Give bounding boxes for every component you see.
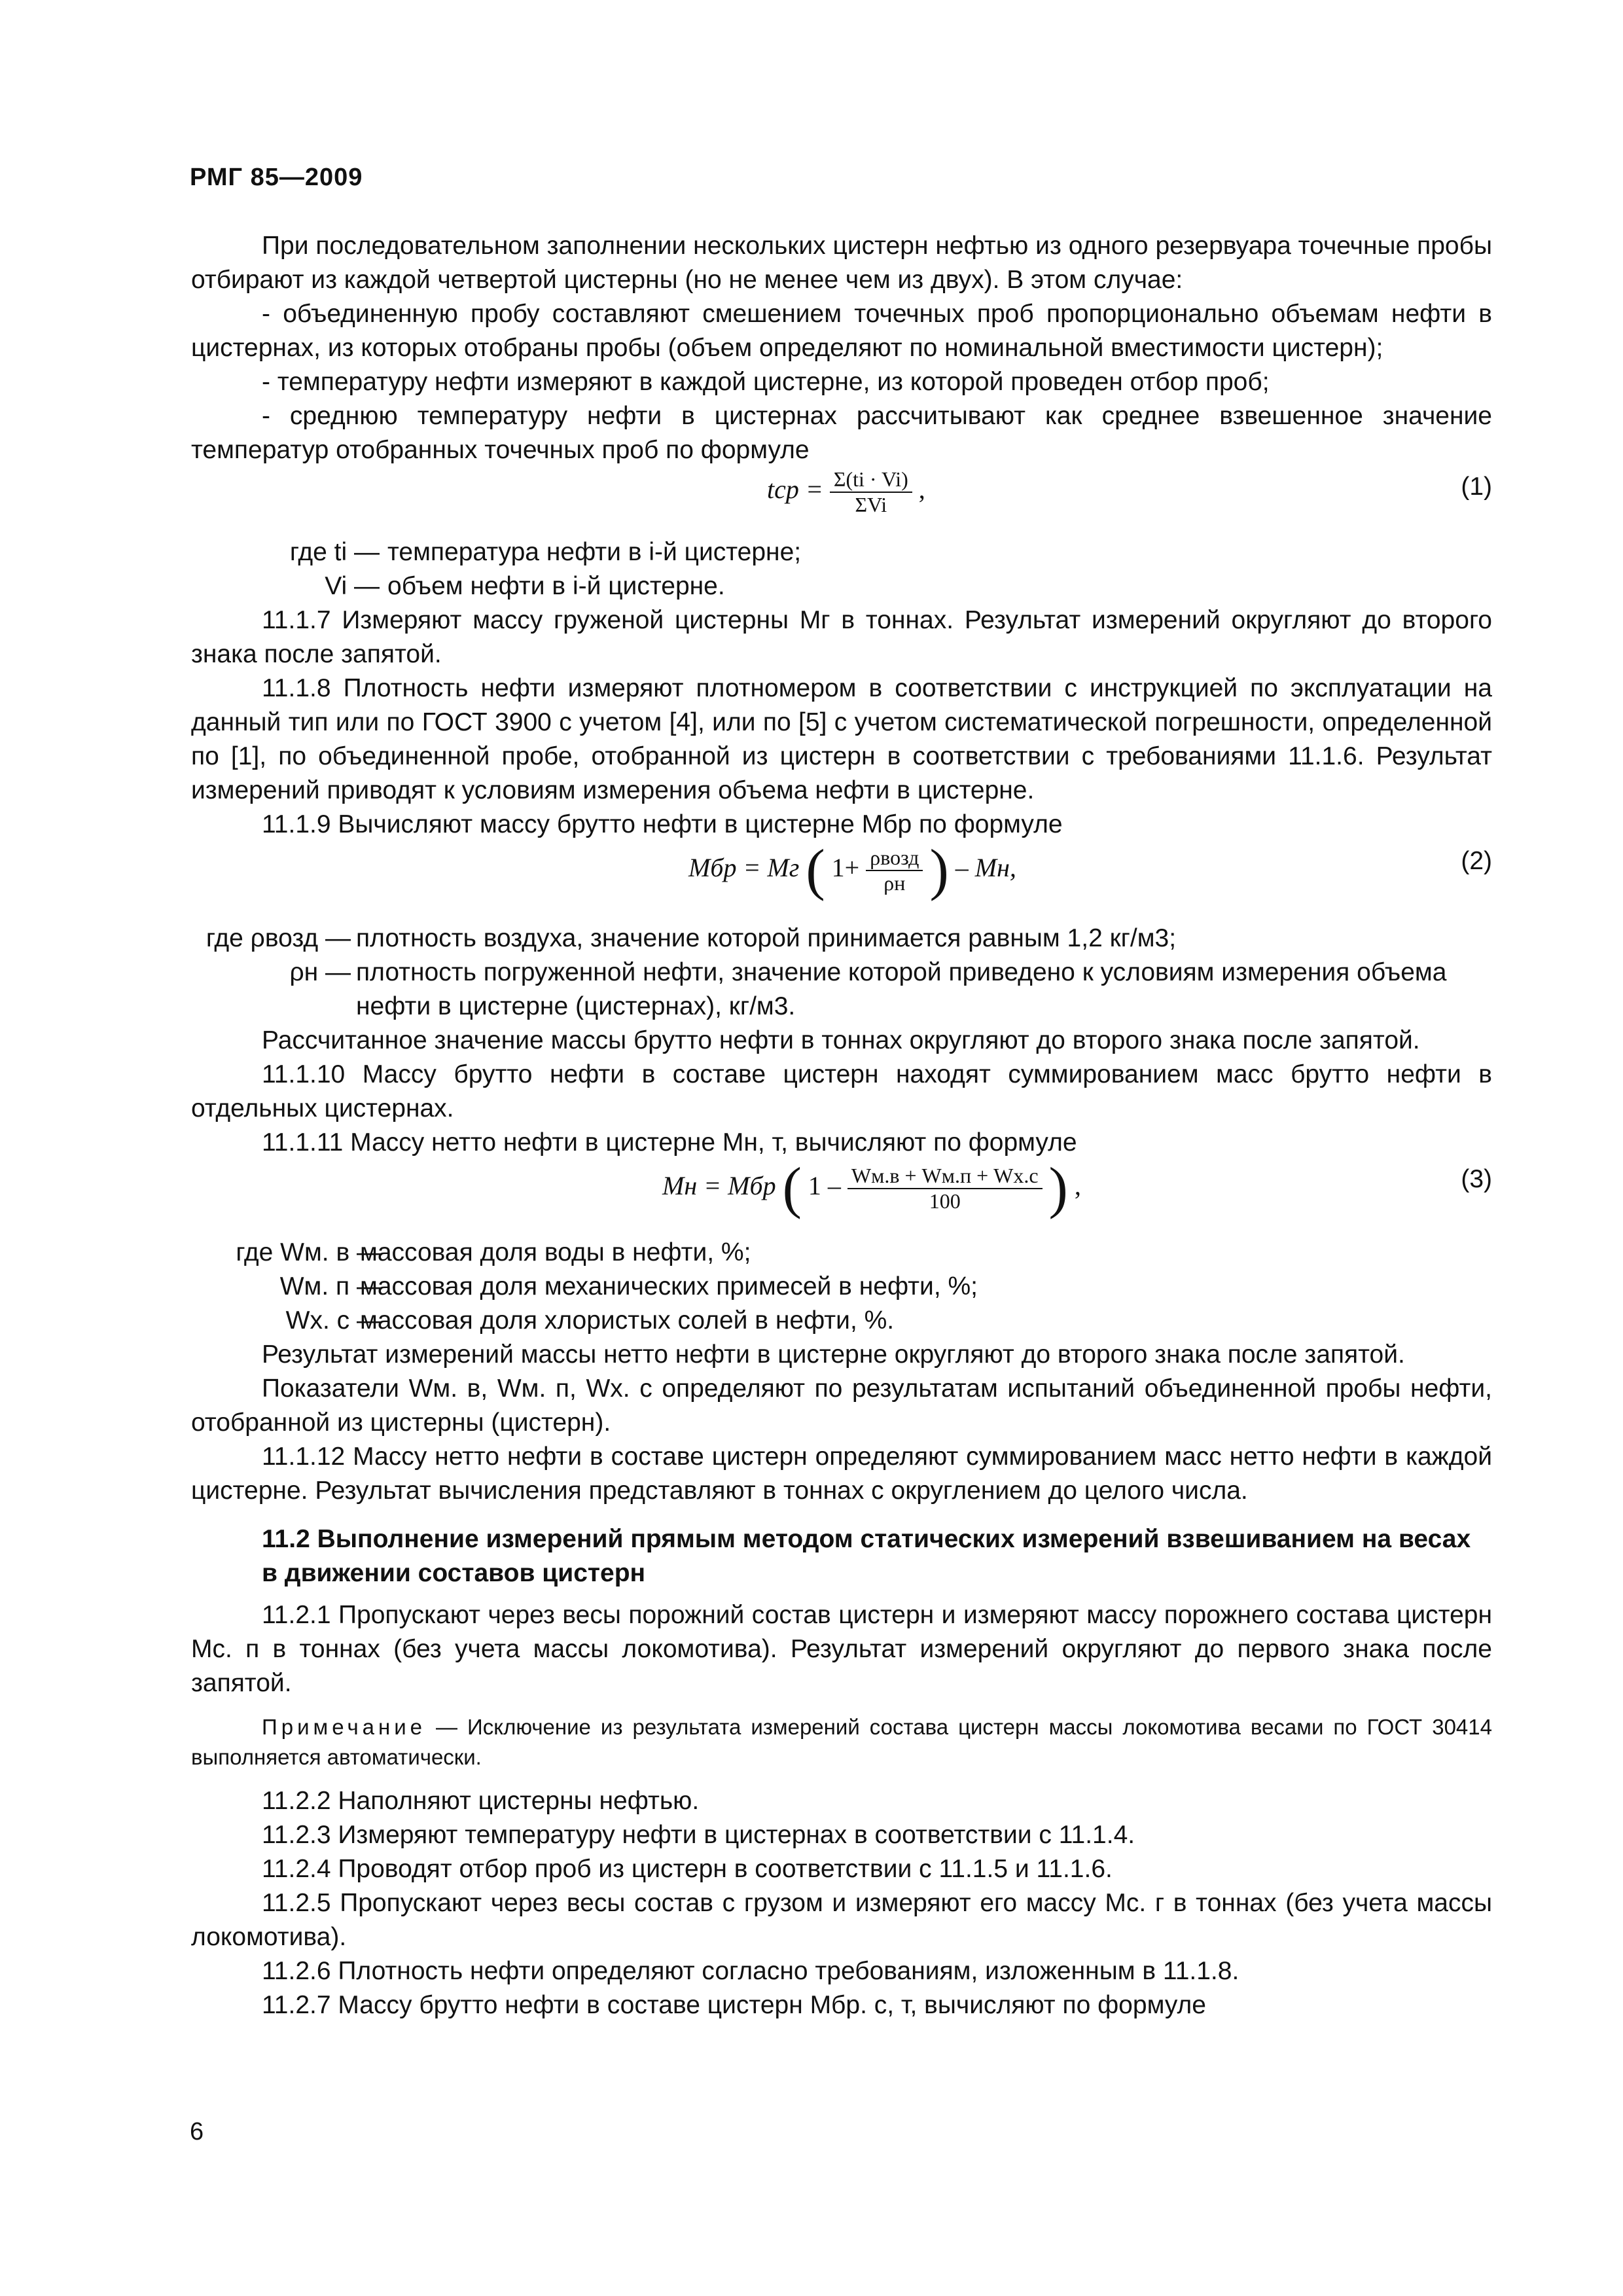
right-paren: ) xyxy=(929,838,949,902)
where-description: плотность погруженной нефти, значение которой приведено к условиям измерения объема xyxy=(356,958,1447,986)
where-description: температура нефти в i-й цистерне; xyxy=(387,538,802,566)
paragraph: Результат измерений массы нетто нефти в цистерне округляют до второго знака после запятой. xyxy=(262,1340,1405,1369)
paragraph: - среднюю температуру нефти в цистернах рассчитывают как среднее взвешенное значение температур отобранных точечных проб по формуле xyxy=(191,402,1492,464)
formula-number: (1) xyxy=(1461,473,1492,501)
where-row xyxy=(191,1304,1492,1338)
formula-fraction xyxy=(847,1164,1043,1213)
where-description: массовая доля механических примесей в нефти, %; xyxy=(360,1272,978,1300)
paragraph: - температуру нефти измеряют в каждой цистерне, из которой проведен отбор проб; xyxy=(262,368,1270,396)
formula-1 xyxy=(191,467,1492,535)
note xyxy=(191,1712,1492,1772)
left-paren: ( xyxy=(806,838,825,902)
paragraph: 11.1.11 Массу нетто нефти в цистерне Mн, т, вычисляют по формуле xyxy=(262,1128,1077,1157)
note-text: — Исключение из результата измерений состава цистерн массы локомотива весами по ГОСТ 30414 выполняется автоматически. xyxy=(191,1715,1492,1769)
where-label: ρн — xyxy=(289,958,351,986)
where-description: объем нефти в i-й цистерне. xyxy=(387,572,725,600)
formula-fraction xyxy=(830,467,912,517)
formula-numerator: Σ(ti · Vi) xyxy=(830,467,912,493)
page-body xyxy=(191,229,1492,2022)
paragraph: При последовательном заполнении нескольких цистерн нефтью из одного резервуара точечные пробы отбирают из каждой четвертой цистерны (но не менее чем из двух). В этом случае: xyxy=(191,232,1492,294)
paragraph: 11.2.1 Пропускают через весы порожний состав цистерн и измеряют массу порожнего состава цистерн Mс. п в тоннах (без учета массы локомотива). Результат измерений округляют до первого знака после запятой. xyxy=(191,1601,1492,1697)
formula-one: 1 – xyxy=(808,1171,841,1201)
paragraph: 11.2.2 Наполняют цистерны нефтью. xyxy=(262,1787,700,1815)
where-row xyxy=(191,956,1492,990)
formula-lhs: Mн = Mбр xyxy=(662,1171,776,1201)
where-description: массовая доля хлористых солей в нефти, %. xyxy=(360,1306,895,1335)
section-heading: 11.2 Выполнение измерений прямым методом статических измерений взвешиванием на весах в движении составов цистерн xyxy=(262,1525,1471,1587)
formula-denominator: ρн xyxy=(883,871,906,895)
paragraph: 11.2.7 Массу брутто нефти в составе цистерн Mбр. с, т, вычисляют по формуле xyxy=(262,1991,1206,2019)
paragraph: 11.2.6 Плотность нефти определяют согласно требованиям, изложенным в 11.1.8. xyxy=(262,1957,1240,1985)
page-number: 6 xyxy=(190,2118,204,2145)
paragraph: - объединенную пробу составляют смешением точечных проб пропорционально объемам нефти в цистернах, из которых отобраны пробы (объем определяют по номинальной вместимости цистерн); xyxy=(191,300,1492,362)
formula-lhs: Mбр = Mг xyxy=(688,853,800,883)
formula-numerator: Wм.в + Wм.п + Wх.с xyxy=(847,1164,1043,1189)
paragraph: 11.2.3 Измеряют температуру нефти в цистернах в соответствии с 11.1.4. xyxy=(262,1821,1135,1849)
where-row xyxy=(191,922,1492,956)
left-paren: ( xyxy=(782,1157,802,1220)
formula-fraction xyxy=(866,846,923,895)
formula-tail: , xyxy=(918,475,925,505)
formula-2 xyxy=(191,838,1492,922)
where-row xyxy=(191,1236,1492,1270)
where-description: массовая доля воды в нефти, %; xyxy=(360,1238,751,1266)
formula-denominator: 100 xyxy=(929,1189,961,1213)
where-label: где Wм. в — xyxy=(236,1238,382,1266)
paragraph: 11.1.8 Плотность нефти измеряют плотномером в соответствии с инструкцией по эксплуатации на данный тип или по ГОСТ 3900 с учетом [4], или по [5] с учетом систематической погрешности, определенной по [1], по объединенной пробе, отобранной из цистерн в соответствии с требованиями 11.1.6. Результат измерений приводят к условиям измерения объема нефти в цистерне. xyxy=(191,674,1492,804)
where-label: Vi — xyxy=(325,572,380,600)
paragraph: 11.1.10 Массу брутто нефти в составе цистерн находят суммированием масс брутто нефти в отдельных цистернах. xyxy=(191,1060,1492,1122)
where-label: где ρвозд — xyxy=(205,924,351,952)
formula-one: 1+ xyxy=(831,853,860,883)
where-label: где ti — xyxy=(289,538,380,566)
paragraph: 11.2.5 Пропускают через весы состав с грузом и измеряют его массу Mс. г в тоннах (без учета массы локомотива). xyxy=(191,1889,1492,1951)
formula-tail: – Mн, xyxy=(955,853,1016,883)
formula-denominator: ΣVi xyxy=(855,493,887,516)
paragraph: 11.2.4 Проводят отбор проб из цистерн в соответствии с 11.1.5 и 11.1.6. xyxy=(262,1855,1113,1883)
right-paren: ) xyxy=(1048,1157,1068,1220)
where-row xyxy=(191,535,1492,569)
where-row xyxy=(191,569,1492,603)
paragraph: 11.1.9 Вычисляют массу брутто нефти в цистерне Mбр по формуле xyxy=(262,810,1063,838)
formula-numerator: ρвозд xyxy=(866,846,923,871)
where-label: Wм. п — xyxy=(279,1272,382,1300)
paragraph: Рассчитанное значение массы брутто нефти в тоннах округляют до второго знака после запятой. xyxy=(262,1026,1420,1054)
paragraph: 11.1.12 Массу нетто нефти в составе цистерн определяют суммированием масс нетто нефти в каждой цистерне. Результат вычисления представляют в тоннах с округлением до целого числа. xyxy=(191,1443,1492,1505)
where-description: нефти в цистерне (цистернах), кг/м3. xyxy=(356,992,796,1020)
paragraph: Показатели Wм. в, Wм. п, Wх. с определяют по результатам испытаний объединенной пробы нефти, отобранной из цистерны (цистерн). xyxy=(191,1374,1492,1437)
where-row xyxy=(191,990,1492,1024)
formula-number: (3) xyxy=(1461,1165,1492,1193)
formula-tail: , xyxy=(1074,1171,1081,1201)
where-label: Wх. с — xyxy=(285,1306,382,1335)
note-label: Примечание xyxy=(262,1715,427,1739)
formula-number: (2) xyxy=(1461,847,1492,875)
formula-3 xyxy=(191,1157,1492,1236)
where-description: плотность воздуха, значение которой принимается равным 1,2 кг/м3; xyxy=(356,924,1177,952)
where-row xyxy=(191,1270,1492,1304)
document-code: РМГ 85—2009 xyxy=(190,164,363,191)
formula-lhs: tср = xyxy=(767,475,823,505)
paragraph: 11.1.7 Измеряют массу груженой цистерны Mг в тоннах. Результат измерений округляют до второго знака после запятой. xyxy=(191,606,1492,668)
